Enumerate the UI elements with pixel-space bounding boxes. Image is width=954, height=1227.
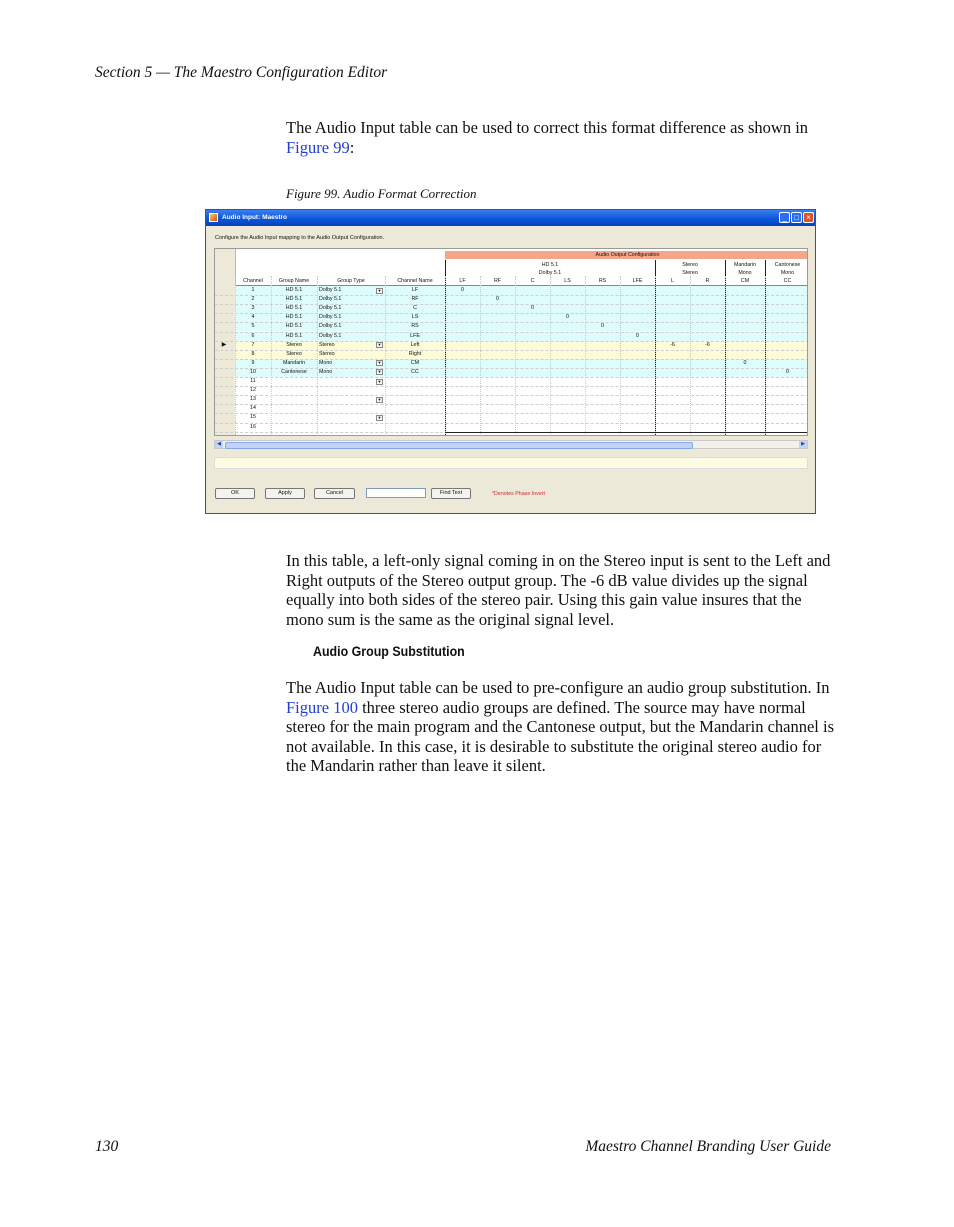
gain-cell[interactable] bbox=[550, 386, 585, 394]
group-name-cell[interactable] bbox=[271, 386, 317, 394]
channel-number: 2 bbox=[251, 296, 255, 303]
gain-cell[interactable] bbox=[585, 332, 620, 340]
group-type-cell[interactable]: Dolby 5.1 bbox=[319, 332, 342, 339]
window-titlebar[interactable] bbox=[206, 210, 815, 226]
group-type-cell[interactable] bbox=[319, 395, 373, 403]
gain-cell[interactable] bbox=[765, 322, 808, 330]
group-type-cell[interactable] bbox=[319, 413, 373, 421]
channel-name-cell[interactable] bbox=[385, 377, 445, 385]
gain-cell[interactable] bbox=[690, 413, 725, 421]
gain-cell[interactable] bbox=[445, 423, 480, 431]
gain-cell[interactable] bbox=[550, 359, 585, 367]
gain-cell[interactable] bbox=[765, 332, 808, 340]
audio-mapping-grid[interactable] bbox=[214, 248, 808, 436]
gain-cell[interactable] bbox=[620, 359, 655, 367]
group-type-cell[interactable]: Dolby 5.1 bbox=[319, 287, 342, 293]
gain-cell[interactable] bbox=[765, 350, 808, 358]
gain-cell[interactable] bbox=[765, 295, 808, 303]
gain-cell[interactable] bbox=[765, 304, 808, 312]
dropdown-arrow-icon[interactable]: ▼ bbox=[377, 342, 382, 348]
gain-cell[interactable] bbox=[725, 350, 765, 358]
scroll-left-icon[interactable]: ◀ bbox=[215, 441, 223, 448]
gain-cell[interactable] bbox=[690, 386, 725, 394]
gain-cell[interactable] bbox=[690, 295, 725, 303]
gain-cell[interactable] bbox=[765, 286, 808, 294]
gain-cell[interactable] bbox=[445, 368, 480, 376]
gain-cell[interactable] bbox=[515, 395, 550, 403]
gain-cell[interactable] bbox=[765, 377, 808, 385]
column-header-output: R bbox=[705, 278, 710, 284]
output-group-name: Stereo bbox=[682, 262, 698, 268]
window-title: Audio Input: Maestro bbox=[222, 214, 287, 221]
gain-cell[interactable]: 0 bbox=[786, 368, 789, 375]
close-button[interactable]: × bbox=[803, 212, 814, 223]
group-type-cell[interactable] bbox=[319, 386, 373, 394]
channel-number: 12 bbox=[250, 387, 256, 394]
column-header-output: LS bbox=[564, 278, 571, 284]
gain-cell[interactable] bbox=[515, 295, 550, 303]
channel-name-cell[interactable] bbox=[385, 386, 445, 394]
group-name-cell[interactable] bbox=[271, 423, 317, 431]
gain-cell[interactable] bbox=[655, 423, 690, 431]
gain-cell[interactable] bbox=[655, 304, 690, 312]
gain-cell[interactable] bbox=[725, 341, 765, 349]
scrollbar-thumb[interactable] bbox=[225, 442, 693, 449]
dropdown-arrow-icon[interactable]: ▼ bbox=[377, 378, 382, 384]
channel-number: 1 bbox=[251, 287, 255, 293]
channel-name-cell[interactable] bbox=[385, 404, 445, 412]
gain-cell[interactable] bbox=[480, 377, 515, 385]
gain-cell[interactable] bbox=[515, 332, 550, 340]
gain-cell[interactable] bbox=[515, 313, 550, 321]
gain-cell[interactable] bbox=[725, 386, 765, 394]
gain-cell[interactable] bbox=[515, 286, 550, 294]
channel-name-cell[interactable]: LS bbox=[411, 314, 419, 321]
group-type-cell[interactable]: Mono bbox=[319, 368, 333, 375]
gain-cell[interactable] bbox=[620, 377, 655, 385]
app-icon bbox=[209, 213, 218, 222]
gain-cell[interactable] bbox=[480, 313, 515, 321]
gain-cell[interactable] bbox=[550, 368, 585, 376]
gain-cell[interactable] bbox=[445, 386, 480, 394]
column-header-output: L bbox=[671, 278, 674, 284]
gain-cell[interactable]: 0 bbox=[566, 314, 569, 321]
gain-cell[interactable] bbox=[690, 304, 725, 312]
gain-cell[interactable] bbox=[655, 313, 690, 321]
gain-cell[interactable]: 0 bbox=[531, 305, 534, 312]
gain-cell[interactable] bbox=[480, 386, 515, 394]
group-type-cell[interactable] bbox=[319, 377, 373, 385]
dropdown-arrow-icon[interactable]: ▼ bbox=[377, 360, 382, 366]
gain-cell[interactable] bbox=[550, 377, 585, 385]
gain-cell[interactable]: -6 bbox=[705, 341, 710, 348]
gain-cell[interactable] bbox=[690, 404, 725, 412]
gain-cell[interactable] bbox=[725, 322, 765, 330]
gain-cell[interactable] bbox=[445, 313, 480, 321]
gain-cell[interactable] bbox=[620, 386, 655, 394]
find-text-button[interactable]: Find Text bbox=[431, 488, 471, 499]
gain-cell[interactable] bbox=[515, 350, 550, 358]
ok-button[interactable]: OK bbox=[215, 488, 255, 499]
gain-cell[interactable] bbox=[515, 322, 550, 330]
scroll-right-icon[interactable]: ▶ bbox=[799, 441, 807, 448]
column-header-group-type: Group Type bbox=[337, 278, 365, 284]
output-group-name: HD 5.1 bbox=[541, 262, 559, 268]
cancel-button[interactable]: Cancel bbox=[314, 488, 355, 499]
gain-cell[interactable] bbox=[480, 350, 515, 358]
gain-cell[interactable] bbox=[480, 404, 515, 412]
gain-cell[interactable] bbox=[585, 368, 620, 376]
group-type-cell[interactable]: Stereo bbox=[319, 341, 335, 348]
group-type-cell[interactable]: Dolby 5.1 bbox=[319, 296, 342, 303]
output-bottom-border bbox=[445, 432, 808, 433]
group-name-cell[interactable]: Cantonese bbox=[281, 368, 307, 375]
gain-cell[interactable] bbox=[690, 286, 725, 294]
gain-cell[interactable] bbox=[515, 423, 550, 431]
column-header-output: LF bbox=[459, 278, 466, 284]
gain-cell[interactable] bbox=[620, 322, 655, 330]
gain-cell[interactable] bbox=[725, 295, 765, 303]
gain-cell[interactable] bbox=[550, 423, 585, 431]
group-name-cell[interactable]: HD 5.1 bbox=[285, 287, 303, 293]
maximize-button[interactable]: □ bbox=[791, 212, 802, 223]
output-group-type: Mono bbox=[738, 270, 752, 276]
figure-99-link[interactable]: Figure 99 bbox=[286, 137, 350, 157]
gain-cell[interactable] bbox=[445, 413, 480, 421]
substitution-paragraph bbox=[286, 678, 834, 776]
gain-cell[interactable] bbox=[480, 341, 515, 349]
column-header-output: CC bbox=[783, 278, 792, 284]
gain-cell[interactable] bbox=[445, 341, 480, 349]
column-header-output: RS bbox=[598, 278, 607, 284]
gain-cell[interactable] bbox=[725, 413, 765, 421]
explanation-paragraph: In this table, a left-only signal coming in on the Stereo input is sent to the Left and Right outputs of the Stereo output group. The -6 dB value divides up the signal equally into both sides of the stereo pair. Using this gain value insures that the mono sum is the same as the original signal level. bbox=[286, 551, 831, 629]
guide-title: Maestro Channel Branding User Guide bbox=[585, 1138, 831, 1155]
channel-number: 4 bbox=[251, 314, 255, 321]
gain-cell[interactable] bbox=[620, 368, 655, 376]
gain-cell[interactable] bbox=[445, 377, 480, 385]
group-type-cell[interactable] bbox=[319, 404, 373, 412]
gain-cell[interactable] bbox=[655, 350, 690, 358]
gain-cell[interactable] bbox=[445, 295, 480, 303]
group-name-cell[interactable]: HD 5.1 bbox=[285, 296, 303, 303]
group-type-cell[interactable]: Dolby 5.1 bbox=[319, 305, 342, 312]
gain-cell[interactable] bbox=[550, 341, 585, 349]
gain-cell[interactable] bbox=[765, 423, 808, 431]
gain-cell[interactable]: 0 bbox=[601, 323, 604, 330]
gain-cell[interactable] bbox=[445, 350, 480, 358]
channel-number: 5 bbox=[251, 323, 255, 330]
gain-cell[interactable] bbox=[725, 286, 765, 294]
intro-paragraph bbox=[286, 118, 834, 157]
gain-cell[interactable] bbox=[655, 368, 690, 376]
gain-cell[interactable] bbox=[620, 423, 655, 431]
gain-cell[interactable] bbox=[620, 341, 655, 349]
channel-name-cell[interactable]: LF bbox=[411, 287, 419, 293]
gain-cell[interactable] bbox=[620, 295, 655, 303]
column-divider bbox=[317, 276, 318, 436]
gain-cell[interactable] bbox=[480, 304, 515, 312]
gain-cell[interactable] bbox=[655, 413, 690, 421]
gain-cell[interactable] bbox=[480, 332, 515, 340]
gain-cell[interactable] bbox=[585, 313, 620, 321]
output-group-type: Mono bbox=[780, 270, 795, 276]
gain-cell[interactable] bbox=[585, 395, 620, 403]
column-header-output: RF bbox=[493, 278, 502, 284]
intro-text: The Audio Input table can be used to correct this format difference as shown in bbox=[286, 118, 809, 137]
channel-name-cell[interactable]: CM bbox=[410, 359, 420, 366]
gain-cell[interactable] bbox=[445, 332, 480, 340]
gain-cell[interactable] bbox=[550, 404, 585, 412]
group-type-cell[interactable]: Stereo bbox=[319, 350, 335, 357]
gain-cell[interactable] bbox=[515, 368, 550, 376]
gain-cell[interactable] bbox=[515, 386, 550, 394]
dropdown-arrow-icon[interactable]: ▼ bbox=[377, 287, 382, 293]
gain-cell[interactable] bbox=[620, 413, 655, 421]
group-name-cell[interactable]: HD 5.1 bbox=[285, 305, 303, 312]
status-area bbox=[214, 457, 808, 469]
channel-number: 14 bbox=[250, 405, 256, 412]
gain-cell[interactable] bbox=[620, 304, 655, 312]
column-header-output: CM bbox=[740, 278, 750, 284]
gain-cell[interactable] bbox=[725, 368, 765, 376]
group-name-cell[interactable] bbox=[271, 377, 317, 385]
gain-cell[interactable] bbox=[480, 395, 515, 403]
gain-cell[interactable] bbox=[550, 395, 585, 403]
channel-number: 13 bbox=[250, 396, 256, 403]
gain-cell[interactable] bbox=[690, 322, 725, 330]
gain-cell[interactable] bbox=[550, 304, 585, 312]
gain-cell[interactable] bbox=[480, 413, 515, 421]
group-type-cell[interactable] bbox=[319, 423, 373, 431]
dropdown-arrow-icon[interactable]: ▼ bbox=[377, 396, 382, 402]
gain-cell[interactable] bbox=[690, 350, 725, 358]
channel-number: 7 bbox=[251, 341, 255, 348]
phase-invert-note: *Denotes Phase Invert bbox=[492, 491, 545, 497]
channel-name-cell[interactable] bbox=[385, 423, 445, 431]
group-name-cell[interactable]: Stereo bbox=[286, 350, 302, 357]
gain-cell[interactable] bbox=[620, 395, 655, 403]
gain-cell[interactable] bbox=[550, 350, 585, 358]
column-header-channel-name: Channel Name bbox=[397, 278, 433, 284]
channel-number: 15 bbox=[250, 414, 256, 421]
gain-cell[interactable] bbox=[585, 350, 620, 358]
column-header-output: C bbox=[530, 278, 535, 284]
gain-cell[interactable] bbox=[655, 395, 690, 403]
gain-cell[interactable] bbox=[445, 404, 480, 412]
gain-cell[interactable] bbox=[620, 350, 655, 358]
find-text-input[interactable] bbox=[366, 488, 426, 498]
group-name-cell[interactable] bbox=[271, 413, 317, 421]
channel-number: 16 bbox=[250, 423, 256, 430]
gain-cell[interactable] bbox=[690, 359, 725, 367]
gain-cell[interactable]: -6 bbox=[670, 341, 675, 348]
gain-cell[interactable] bbox=[550, 413, 585, 421]
instruction-text: Configure the Audio Input mapping to the Audio Output Configuration. bbox=[215, 235, 385, 241]
gain-cell[interactable] bbox=[515, 413, 550, 421]
gain-cell[interactable] bbox=[480, 423, 515, 431]
gain-cell[interactable] bbox=[620, 286, 655, 294]
gain-cell[interactable] bbox=[655, 332, 690, 340]
group-name-cell[interactable]: HD 5.1 bbox=[285, 332, 303, 339]
gain-cell[interactable] bbox=[515, 359, 550, 367]
audio-input-window bbox=[205, 209, 816, 514]
gain-cell[interactable] bbox=[690, 368, 725, 376]
dropdown-arrow-icon[interactable]: ▼ bbox=[377, 414, 382, 420]
group-type-cell[interactable]: Dolby 5.1 bbox=[319, 323, 342, 330]
intro-text-end: : bbox=[349, 137, 355, 157]
gain-cell[interactable] bbox=[765, 341, 808, 349]
gain-cell[interactable] bbox=[550, 286, 585, 294]
gain-cell[interactable] bbox=[620, 313, 655, 321]
gain-cell[interactable] bbox=[585, 423, 620, 431]
gain-cell[interactable] bbox=[480, 368, 515, 376]
gain-cell[interactable] bbox=[585, 386, 620, 394]
gain-cell[interactable] bbox=[725, 313, 765, 321]
channel-name-cell[interactable]: Left bbox=[410, 341, 420, 348]
gain-cell[interactable] bbox=[725, 304, 765, 312]
gain-cell[interactable] bbox=[655, 386, 690, 394]
output-config-label: Audio Output Configuration bbox=[595, 252, 660, 258]
section-header: Section 5 — The Maestro Configuration Editor bbox=[95, 64, 388, 81]
channel-name-cell[interactable]: C bbox=[413, 305, 417, 312]
gain-cell[interactable] bbox=[585, 341, 620, 349]
gain-cell[interactable]: 0 bbox=[496, 296, 499, 303]
gain-cell[interactable] bbox=[725, 404, 765, 412]
channel-number: 6 bbox=[251, 332, 255, 339]
gain-cell[interactable] bbox=[550, 332, 585, 340]
gain-cell[interactable] bbox=[725, 377, 765, 385]
gain-cell[interactable] bbox=[480, 322, 515, 330]
horizontal-scrollbar[interactable] bbox=[214, 440, 808, 449]
gain-cell[interactable] bbox=[725, 423, 765, 431]
gain-cell[interactable] bbox=[480, 286, 515, 294]
group-type-cell[interactable]: Dolby 5.1 bbox=[319, 314, 342, 321]
channel-name-cell[interactable]: RF bbox=[411, 296, 419, 303]
group-name-cell[interactable]: HD 5.1 bbox=[285, 314, 303, 321]
gain-cell[interactable] bbox=[690, 395, 725, 403]
gain-cell[interactable] bbox=[655, 377, 690, 385]
gain-cell[interactable] bbox=[690, 332, 725, 340]
channel-number: 10 bbox=[250, 368, 256, 375]
subheading: Audio Group Substitution bbox=[313, 644, 465, 659]
channel-name-cell[interactable]: Right bbox=[408, 350, 422, 357]
gain-cell[interactable] bbox=[690, 313, 725, 321]
column-header-output: LFE bbox=[632, 278, 643, 284]
gain-cell[interactable] bbox=[445, 304, 480, 312]
group-type-cell[interactable]: Mono bbox=[319, 359, 333, 366]
gain-cell[interactable] bbox=[515, 404, 550, 412]
output-group-type: Stereo bbox=[682, 270, 698, 276]
gain-cell[interactable]: 0 bbox=[743, 359, 747, 366]
gain-cell[interactable] bbox=[515, 377, 550, 385]
output-group-name: Mandarin bbox=[733, 262, 757, 268]
channel-name-cell[interactable]: RS bbox=[411, 323, 419, 330]
gain-cell[interactable] bbox=[445, 395, 480, 403]
gain-cell[interactable] bbox=[585, 404, 620, 412]
output-group-name: Cantonese bbox=[774, 262, 801, 268]
figure-caption: Figure 99. Audio Format Correction bbox=[286, 186, 477, 201]
para3-text-end: three stereo audio groups are defined. The source may have normal stereo for the main program and the Cantonese output, but the Mandarin channel is not available. In this case, it is desirable to substitute the original stereo audio for the Mandarin rather than leave it silent. bbox=[286, 697, 835, 776]
output-group-type: Dolby 5.1 bbox=[538, 270, 562, 276]
gain-cell[interactable] bbox=[550, 322, 585, 330]
gain-cell[interactable] bbox=[655, 359, 690, 367]
channel-name-cell[interactable] bbox=[385, 395, 445, 403]
column-header-channel: Channel bbox=[243, 278, 263, 284]
channel-name-cell[interactable]: LFE bbox=[410, 332, 420, 339]
gain-cell[interactable] bbox=[585, 359, 620, 367]
gain-cell[interactable] bbox=[585, 413, 620, 421]
gain-cell[interactable] bbox=[765, 395, 808, 403]
current-row-indicator-icon: ▶ bbox=[221, 341, 227, 348]
gain-cell[interactable] bbox=[690, 423, 725, 431]
dropdown-arrow-icon[interactable]: ▼ bbox=[377, 369, 382, 375]
gain-cell[interactable] bbox=[725, 395, 765, 403]
gain-cell[interactable] bbox=[585, 295, 620, 303]
gain-cell[interactable] bbox=[515, 341, 550, 349]
gain-cell[interactable] bbox=[765, 359, 808, 367]
channel-number: 9 bbox=[251, 359, 255, 366]
column-header-group-name: Group Name bbox=[278, 278, 310, 284]
apply-button[interactable]: Apply bbox=[265, 488, 305, 499]
group-name-cell[interactable]: Mandarin bbox=[282, 359, 306, 366]
gain-cell[interactable] bbox=[585, 286, 620, 294]
gain-cell[interactable] bbox=[550, 295, 585, 303]
gain-cell[interactable] bbox=[725, 332, 765, 340]
gain-cell[interactable] bbox=[480, 359, 515, 367]
gain-cell[interactable] bbox=[765, 413, 808, 421]
page-number: 130 bbox=[95, 1138, 119, 1155]
gain-cell[interactable] bbox=[620, 404, 655, 412]
para3-text: The Audio Input table can be used to pre-configure an audio group substitution. In bbox=[286, 678, 830, 697]
gain-cell[interactable] bbox=[655, 295, 690, 303]
channel-name-cell[interactable] bbox=[385, 413, 445, 421]
gain-cell[interactable] bbox=[585, 377, 620, 385]
group-name-cell[interactable] bbox=[271, 404, 317, 412]
gain-cell[interactable] bbox=[765, 313, 808, 321]
gain-cell[interactable] bbox=[655, 322, 690, 330]
group-name-cell[interactable] bbox=[271, 395, 317, 403]
gain-cell[interactable] bbox=[445, 359, 480, 367]
gain-cell[interactable] bbox=[655, 404, 690, 412]
channel-number: 11 bbox=[250, 378, 256, 384]
gain-cell[interactable] bbox=[655, 286, 690, 294]
group-name-cell[interactable]: HD 5.1 bbox=[285, 323, 303, 330]
gain-cell[interactable] bbox=[690, 377, 725, 385]
channel-number: 3 bbox=[251, 305, 255, 312]
figure-100-link[interactable]: Figure 100 bbox=[286, 697, 358, 717]
gain-cell[interactable] bbox=[445, 322, 480, 330]
gain-cell[interactable]: 0 bbox=[636, 332, 639, 339]
gain-cell[interactable] bbox=[765, 404, 808, 412]
channel-name-cell[interactable]: CC bbox=[411, 368, 419, 375]
gain-cell[interactable] bbox=[585, 304, 620, 312]
group-name-cell[interactable]: Stereo bbox=[286, 341, 302, 348]
gain-cell[interactable]: 0 bbox=[461, 287, 464, 293]
gain-cell[interactable] bbox=[765, 386, 808, 394]
channel-number: 8 bbox=[251, 350, 255, 357]
minimize-button[interactable]: _ bbox=[779, 212, 790, 223]
